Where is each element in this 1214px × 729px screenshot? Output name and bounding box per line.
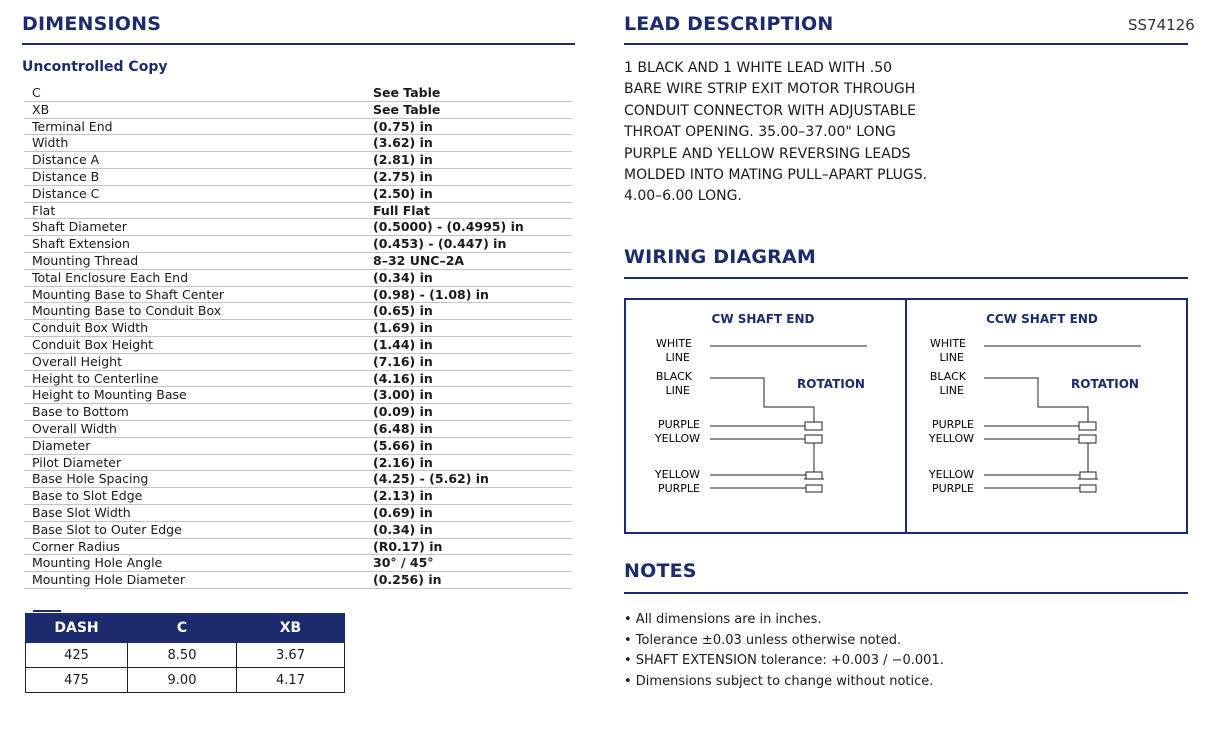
wiring-heading-rule	[624, 277, 1188, 279]
dimension-label: Mounting Hole Diameter	[32, 572, 186, 588]
wiring-diagram	[624, 298, 1188, 534]
dimension-value: 30° / 45°	[373, 555, 434, 571]
panel-title: CCW SHAFT END	[986, 312, 1098, 326]
dimension-value: (2.13) in	[373, 488, 433, 504]
dimension-label: Width	[32, 135, 69, 151]
plug-connector	[805, 422, 822, 430]
line-label: LINE	[939, 351, 964, 364]
white-label: WHITE	[655, 337, 692, 350]
dimension-value: (0.65) in	[373, 303, 433, 319]
dimension-label: Conduit Box Width	[32, 320, 149, 336]
lead-description-heading: LEAD DESCRIPTION	[624, 13, 834, 35]
line-label: LINE	[665, 351, 690, 364]
dimension-value: (3.62) in	[373, 135, 433, 151]
dimension-value: (1.69) in	[373, 320, 433, 336]
lead-line: CONDUIT CONNECTOR WITH ADJUSTABLE	[624, 102, 916, 119]
dimensions-heading: DIMENSIONS	[22, 13, 162, 35]
black-label: BLACK	[655, 370, 692, 383]
dimension-row	[24, 421, 572, 438]
dimension-label: Conduit Box Height	[32, 336, 154, 352]
dimension-label: C	[32, 85, 41, 100]
dimension-row	[24, 572, 572, 589]
table-row	[26, 643, 345, 668]
dimension-value: See Table	[373, 85, 441, 100]
dimension-label: Base to Bottom	[32, 404, 129, 420]
notes-heading: NOTES	[624, 560, 697, 582]
dimension-value: (R0.17) in	[373, 538, 443, 554]
rotation-label: ROTATION	[797, 377, 865, 391]
note-item: • Tolerance ±0.03 unless otherwise noted.	[624, 632, 902, 648]
dimension-row	[24, 337, 572, 354]
dash-table	[25, 613, 345, 693]
dimension-label: Mounting Hole Angle	[32, 555, 163, 571]
dimension-row	[24, 85, 572, 102]
dimension-value: Full Flat	[373, 202, 430, 218]
dimension-value: (6.48) in	[373, 420, 433, 436]
plug-connector	[1078, 472, 1098, 479]
dimension-label: Shaft Diameter	[32, 219, 127, 235]
xb-cell: 4.17	[237, 668, 345, 693]
dimension-value: See Table	[373, 101, 441, 117]
dimension-row	[24, 455, 572, 472]
dimension-row	[24, 438, 572, 455]
dimension-label: Mounting Base to Shaft Center	[32, 286, 225, 302]
dimension-value: (0.34) in	[373, 269, 433, 285]
dimension-row	[24, 135, 572, 152]
dimension-label: Overall Width	[32, 420, 117, 436]
dash-table-header-row	[26, 614, 345, 643]
dimension-row	[24, 320, 572, 337]
dimension-row	[24, 203, 572, 220]
lead-description-text	[624, 58, 954, 208]
dimension-value: (7.16) in	[373, 353, 433, 369]
yellow-label: YELLOW	[654, 432, 700, 445]
purple-label: PURPLE	[657, 418, 700, 431]
dimension-row	[24, 471, 572, 488]
lead-line: PURPLE AND YELLOW REVERSING LEADS	[624, 145, 911, 162]
dimension-row	[24, 404, 572, 421]
note-item: • All dimensions are in inches.	[624, 612, 822, 627]
dimension-row	[24, 186, 572, 203]
dimension-row	[24, 303, 572, 320]
plug-connector	[806, 485, 822, 492]
dimension-value: (4.16) in	[373, 370, 433, 386]
dimension-label: Mounting Base to Conduit Box	[32, 303, 222, 319]
dimension-label: Distance C	[32, 185, 100, 201]
white-label: WHITE	[929, 337, 966, 350]
plug-connector	[1080, 485, 1096, 492]
dimension-value: (5.66) in	[373, 437, 433, 453]
dash-table-tick	[33, 610, 61, 612]
dimension-label: Corner Radius	[32, 538, 120, 554]
lead-line: BARE WIRE STRIP EXIT MOTOR THROUGH	[624, 81, 916, 98]
dimension-value: (1.44) in	[373, 336, 433, 352]
dimension-row	[24, 119, 572, 136]
dimension-label: Flat	[32, 202, 56, 218]
dimension-value: (2.75) in	[373, 168, 433, 184]
dimension-label: Base to Slot Edge	[32, 488, 143, 504]
dimension-label: Height to Mounting Base	[32, 387, 187, 403]
dimension-row	[24, 522, 572, 539]
dash-table-header-dash: DASH	[26, 614, 128, 643]
ccw-panel	[928, 312, 1141, 495]
dimension-value: (0.453) - (0.447) in	[373, 236, 507, 252]
dash-cell: 475	[26, 668, 128, 693]
dimension-value: (0.75) in	[373, 118, 433, 134]
dimension-row	[24, 354, 572, 371]
cw-panel	[654, 312, 867, 495]
document-id: SS74126	[1128, 16, 1195, 34]
dimension-value: (0.69) in	[373, 504, 433, 520]
dimension-row	[24, 488, 572, 505]
dimension-label: Total Enclosure Each End	[32, 269, 189, 285]
c-cell: 9.00	[128, 668, 237, 693]
dimension-row	[24, 539, 572, 556]
purple-label: PURPLE	[657, 482, 700, 495]
dimensions-heading-rule	[22, 43, 575, 45]
black-label: BLACK	[929, 370, 966, 383]
dimension-row	[24, 270, 572, 287]
dimension-label: Diameter	[32, 437, 91, 453]
yellow-label: YELLOW	[928, 468, 974, 481]
dimension-row	[24, 287, 572, 304]
dimension-row	[24, 387, 572, 404]
dimension-row	[24, 169, 572, 186]
dimension-label: Height to Centerline	[32, 370, 159, 386]
dimension-value: (2.50) in	[373, 185, 433, 201]
plug-connector	[1079, 422, 1096, 430]
dimension-value: (4.25) - (5.62) in	[373, 471, 489, 487]
lead-heading-rule	[624, 43, 1188, 45]
dimension-value: (2.81) in	[373, 152, 433, 168]
plug-connector	[1079, 435, 1096, 443]
yellow-label: YELLOW	[928, 432, 974, 445]
dimensions-list	[24, 85, 572, 589]
wiring-diagram-heading: WIRING DIAGRAM	[624, 246, 817, 268]
uncontrolled-copy-label: Uncontrolled Copy	[22, 59, 168, 75]
plug-connector	[804, 472, 824, 479]
dimension-row	[24, 253, 572, 270]
dimension-row	[24, 152, 572, 169]
dimension-label: Overall Height	[32, 353, 122, 369]
dash-table-header-xb: XB	[237, 614, 345, 643]
notes-heading-rule	[624, 592, 1188, 594]
lead-line: 1 BLACK AND 1 WHITE LEAD WITH .50	[624, 60, 893, 76]
note-item: • Dimensions subject to change without notice.	[624, 673, 934, 689]
dash-cell: 425	[26, 643, 128, 668]
dimension-value: (0.98) - (1.08) in	[373, 286, 489, 302]
line-label: LINE	[939, 384, 964, 397]
c-cell: 8.50	[128, 643, 237, 668]
dimension-value: (2.16) in	[373, 454, 433, 470]
dimension-row	[24, 555, 572, 572]
dimension-label: Base Slot Width	[32, 504, 131, 520]
lead-line: 4.00–6.00 LONG.	[624, 188, 742, 205]
dimension-row	[24, 236, 572, 253]
rotation-label: ROTATION	[1071, 377, 1139, 391]
dimension-row	[24, 505, 572, 522]
dash-table-header-c: C	[128, 614, 237, 643]
line-label: LINE	[665, 384, 690, 397]
notes-list	[624, 610, 944, 692]
dimension-row	[24, 219, 572, 236]
dimension-label: Pilot Diameter	[32, 454, 122, 470]
dimension-label: XB	[32, 101, 50, 117]
dimension-label: Shaft Extension	[32, 236, 130, 252]
dimension-value: (0.5000) - (0.4995) in	[373, 219, 524, 235]
lead-line: THROAT OPENING. 35.00–37.00" LONG	[624, 124, 896, 141]
dimension-value: (0.09) in	[373, 404, 433, 420]
dimension-label: Base Hole Spacing	[32, 471, 149, 487]
purple-label: PURPLE	[931, 482, 974, 495]
dimension-value: 8–32 UNC–2A	[373, 252, 465, 268]
dimension-value: (0.256) in	[373, 572, 442, 588]
note-item: • SHAFT EXTENSION tolerance: +0.003 / −0.001.	[624, 653, 944, 668]
table-row	[26, 668, 345, 693]
purple-label: PURPLE	[931, 418, 974, 431]
panel-title: CW SHAFT END	[711, 312, 815, 326]
dimension-label: Base Slot to Outer Edge	[32, 521, 182, 537]
dimension-label: Distance B	[32, 168, 100, 184]
dimension-label: Distance A	[32, 152, 100, 168]
yellow-label: YELLOW	[654, 468, 700, 481]
lead-line: MOLDED INTO MATING PULL–APART PLUGS.	[624, 167, 928, 184]
dimension-row	[24, 371, 572, 388]
dimension-value: (0.34) in	[373, 521, 433, 537]
plug-connector	[805, 435, 822, 443]
xb-cell: 3.67	[237, 643, 345, 668]
dimension-label: Terminal End	[32, 118, 113, 134]
dimension-row	[24, 102, 572, 119]
dimension-label: Mounting Thread	[32, 252, 139, 268]
dimension-value: (3.00) in	[373, 387, 433, 403]
